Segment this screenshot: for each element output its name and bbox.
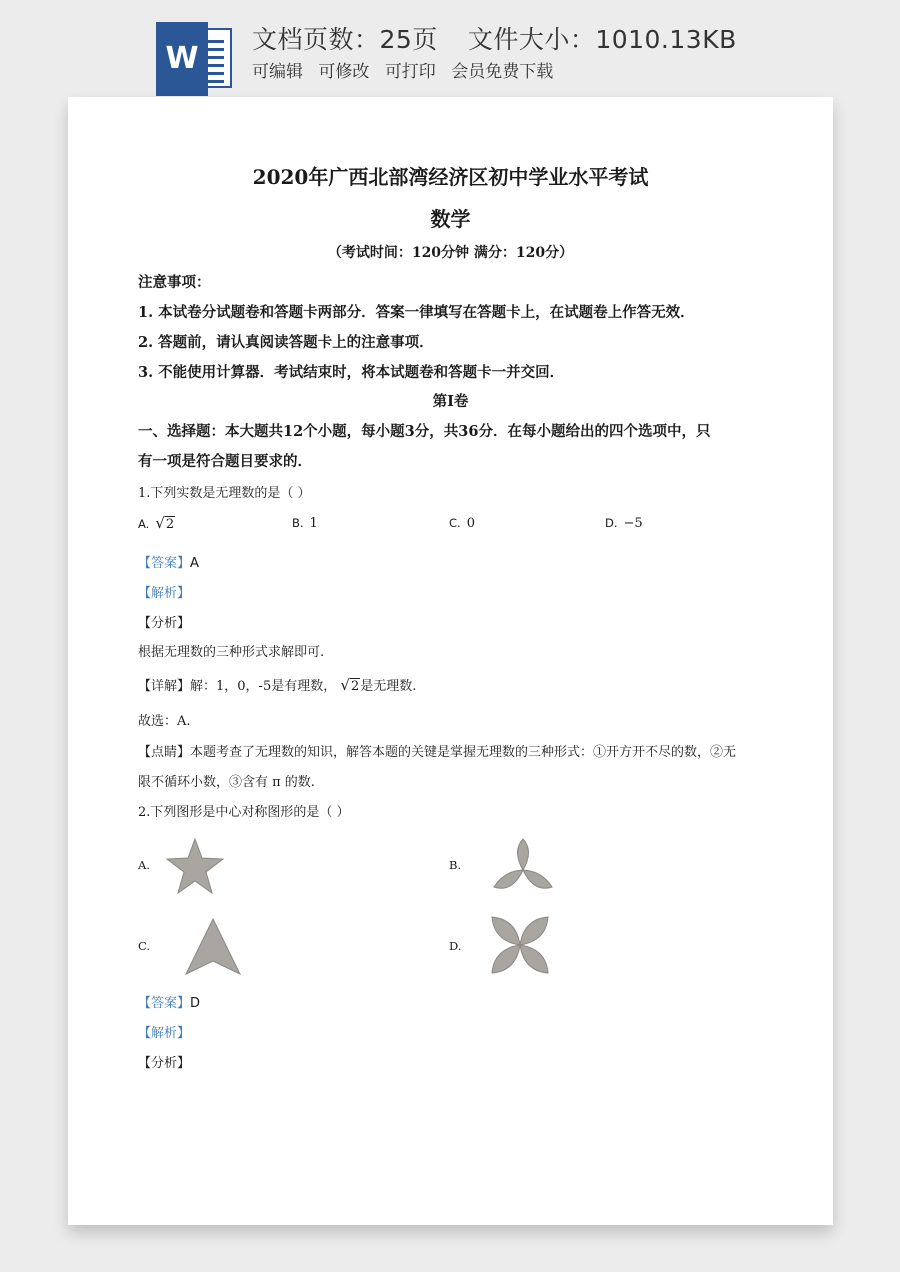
notice-item: 1. 本试卷分试题卷和答题卡两部分．答案一律填写在答题卡上，在试题卷上作答无效． — [138, 304, 695, 321]
feature-list — [252, 57, 563, 82]
exam-info: （考试时间：120分钟 满分：120分） — [327, 245, 574, 261]
word-document-icon — [156, 22, 238, 96]
q1-option-c: C. 0 — [449, 516, 475, 531]
q1-answer: 【答案】A — [138, 556, 199, 571]
page-count: 文档页数：25页 — [252, 25, 438, 54]
q1-comment-cont: 限不循环小数，③含有 π 的数. — [138, 775, 315, 790]
notice-item: 2. 答题前，请认真阅读答题卡上的注意事项． — [138, 334, 434, 351]
feature-printable: 可打印 — [384, 62, 436, 82]
q2-option-d-label: D. — [449, 939, 462, 953]
q2-option-c-label: C. — [138, 939, 151, 953]
notice-heading: 注意事项： — [138, 274, 211, 291]
q1-fenxi-text: 根据无理数的三种形式求解即可. — [138, 645, 325, 660]
q1-comment: 【点睛】本题考查了无理数的知识，解答本题的关键是掌握无理数的三种形式：①开方开不尽的数，②无 — [138, 745, 737, 760]
q2-option-b-label: B. — [449, 858, 462, 872]
four-petal-shape-icon — [490, 915, 550, 975]
square-root-symbol: √2 — [155, 514, 175, 532]
five-point-star-icon — [164, 837, 226, 895]
section-instructions-cont: 有一项是符合题目要求的． — [138, 453, 312, 470]
q1-fenxi-tag: 【分析】 — [138, 616, 191, 631]
q2-answer: 【答案】D — [138, 996, 201, 1011]
q1-option-a: A. √2 — [138, 514, 175, 532]
feature-free-download: 会员免费下载 — [451, 62, 554, 82]
q1-option-d: D. −5 — [605, 516, 643, 531]
q1-option-b: B. 1 — [292, 516, 318, 531]
exam-title: 2020年广西北部湾经济区初中学业水平考试 — [252, 165, 649, 189]
three-petal-shape-icon — [490, 837, 556, 895]
q2-fenxi-tag: 【分析】 — [138, 1056, 191, 1071]
square-root-symbol: √2 — [340, 676, 360, 694]
question-1-stem: 1.下列实数是无理数的是（ ） — [138, 486, 311, 501]
feature-editable: 可编辑 — [252, 62, 303, 82]
feature-modifiable: 可修改 — [318, 62, 370, 82]
file-size: 文件大小：1010.13KB — [467, 25, 737, 54]
q1-analysis-tag: 【解析】 — [138, 586, 191, 601]
word-w-badge: W — [156, 22, 208, 96]
q1-choice: 故选：A. — [138, 714, 191, 729]
notice-item: 3. 不能使用计算器．考试结束时，将本试题卷和答题卡一并交回． — [138, 364, 565, 381]
q1-detail: 【详解】解：1，0，-5是有理数， √2是无理数. — [138, 676, 417, 694]
document-page — [68, 97, 833, 1225]
arrowhead-icon — [184, 917, 242, 977]
q2-analysis-tag: 【解析】 — [138, 1026, 191, 1041]
exam-subject: 数学 — [430, 207, 471, 231]
question-2-stem: 2.下列图形是中心对称图形的是（ ） — [138, 805, 350, 820]
q2-option-a-label: A. — [138, 858, 150, 872]
volume-heading: 第Ⅰ卷 — [432, 393, 469, 410]
file-stats — [252, 20, 737, 56]
file-info-header — [0, 0, 900, 96]
section-instructions: 一、选择题：本大题共12个小题，每小题3分，共36分．在每小题给出的四个选项中，只 — [138, 423, 711, 440]
